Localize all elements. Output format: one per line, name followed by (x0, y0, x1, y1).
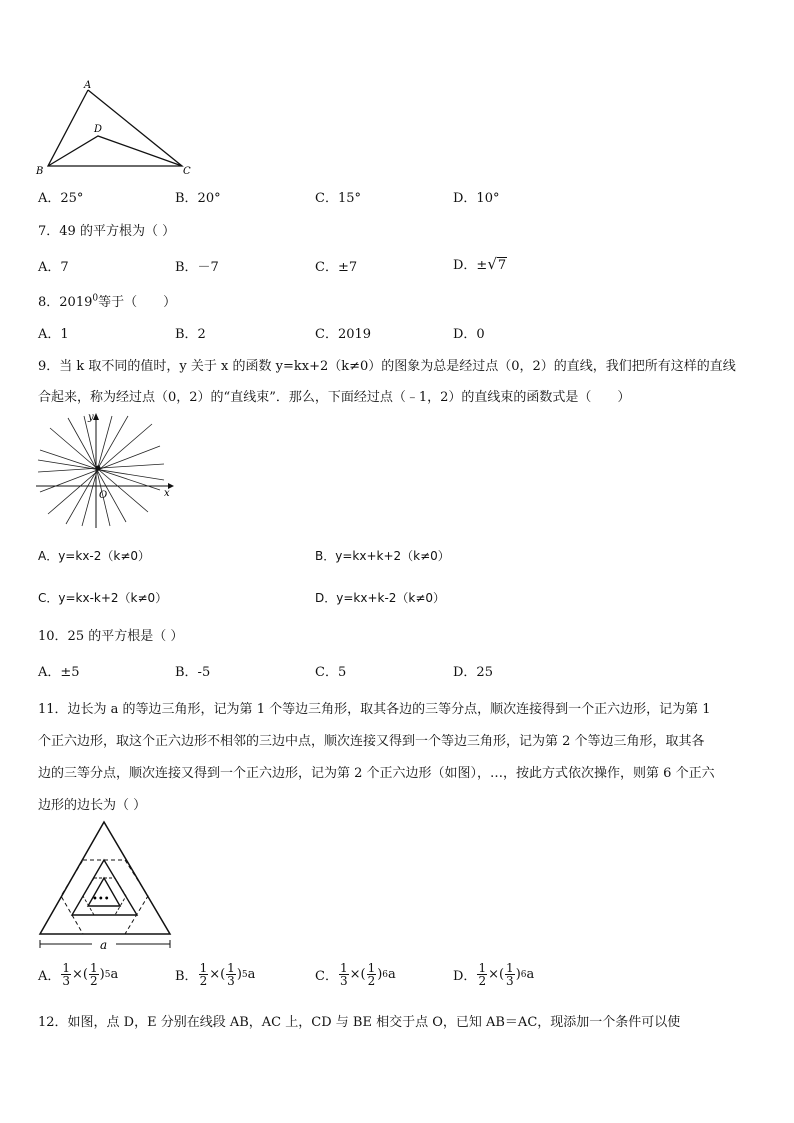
q10-option-c[interactable]: C．5 (315, 665, 347, 680)
x-axis-label: x (164, 488, 170, 499)
q9-stem-line2: 合起来，称为经过点（0，2）的“直线束”．那么，下面经过点（﹣1，2）的直线束的函数式是（ ） (38, 390, 631, 405)
fraction: $\frac{1}{2}$ (90, 961, 98, 988)
times-open: ×( (209, 967, 226, 982)
q7-option-d[interactable] (453, 254, 507, 273)
q6-option-b[interactable]: B．20° (175, 191, 221, 206)
option-letter: D． (453, 969, 477, 984)
var-a: a (388, 967, 396, 982)
q10-option-a[interactable]: A．±5 (38, 665, 80, 680)
q10-option-b[interactable]: B．-5 (175, 665, 211, 680)
q7-option-b[interactable]: B．－7 (175, 260, 219, 275)
fraction: $\frac{1}{3}$ (339, 961, 348, 988)
q8-option-c[interactable]: C．2019 (315, 327, 372, 342)
q10-option-d[interactable]: D．25 (453, 665, 493, 680)
q9-option-d[interactable]: D．y=kx+k-2（k≠0） (315, 591, 446, 605)
q8-stem-suffix: 等于（ ） (98, 295, 177, 310)
var-a: a (247, 967, 256, 982)
q6-option-d[interactable]: D．10° (453, 191, 500, 206)
option-letter: B． (175, 969, 198, 984)
label-b: B (36, 166, 44, 177)
fraction: $\frac{1}{3}$ (62, 961, 71, 988)
exponent: 6 (382, 969, 389, 980)
sqrt-symbol: √ (487, 255, 497, 273)
q7-option-c[interactable]: C．±7 (315, 260, 358, 275)
q6-option-c[interactable]: C．15° (315, 191, 361, 206)
fraction: $\frac{1}{2}$ (367, 961, 376, 988)
q8-option-d[interactable]: D．0 (453, 327, 485, 342)
q11-stem-line1: 11．边长为 a 的等边三角形，记为第 1 个等边三角形，取其各边的三等分点，顺次连接得到一个正六边形，记为第 1 (38, 702, 711, 717)
q6-option-a[interactable]: A．25° (38, 191, 84, 206)
q11-option-a[interactable] (38, 962, 118, 987)
q8-option-b[interactable]: B．2 (175, 327, 206, 342)
q12-stem-line1: 12．如图，点 D，E 分别在线段 AB，AC 上，CD 与 BE 相交于点 O，已知 AB＝AC，现添加一个条件可以使 (38, 1015, 681, 1030)
label-a: A (84, 80, 92, 91)
q10-stem: 10．25 的平方根是（ ） (38, 629, 184, 644)
label-d: D (94, 124, 103, 135)
q7-stem: 7．49 的平方根为（ ） (38, 224, 176, 239)
fraction: $\frac{1}{2}$ (478, 961, 487, 988)
paren-close: ) (99, 967, 105, 982)
q8-option-a[interactable]: A．1 (38, 327, 69, 342)
fraction: $\frac{1}{2}$ (199, 961, 208, 988)
paren-close: ) (515, 967, 521, 982)
q9-option-a[interactable]: A．y=kx-2（k≠0） (38, 549, 151, 563)
triangle-figure (34, 78, 204, 178)
option-letter: A． (38, 969, 61, 984)
exponent: 5 (104, 969, 111, 980)
nested-triangles-figure (36, 818, 176, 954)
q8-stem-prefix: 8．2019 (38, 295, 93, 310)
q11-stem-line3: 边的三等分点，顺次连接又得到一个正六边形，记为第 2 个正六边形（如图），…，按此方式依次操作，则第 6 个正六 (38, 766, 715, 781)
q11-option-d[interactable] (453, 962, 534, 987)
q8-stem-exponent: 0 (92, 293, 99, 304)
exponent: 5 (241, 969, 248, 980)
var-a: a (110, 967, 119, 982)
times-open: ×( (349, 967, 366, 982)
q9-option-b[interactable]: B．y=kx+k+2（k≠0） (315, 549, 450, 563)
q7-option-d-radicand: 7 (497, 258, 507, 273)
label-c: C (183, 166, 191, 177)
q11-stem-line2: 个正六边形，取这个正六边形不相邻的三边中点，顺次连接又得到一个等边三角形，记为第 2 个等边三角形，取其各 (38, 734, 705, 749)
exponent: 6 (520, 969, 527, 980)
origin-label: O (99, 490, 108, 501)
q9-option-c[interactable]: C．y=kx-k+2（k≠0） (38, 591, 168, 605)
fraction: $\frac{1}{3}$ (506, 961, 514, 988)
times-open: ×( (72, 967, 88, 982)
fraction: $\frac{1}{3}$ (227, 961, 235, 988)
option-letter: C． (315, 969, 338, 984)
side-length-label: a (100, 938, 108, 952)
paren-close: ) (377, 967, 383, 982)
times-open: ×( (488, 967, 505, 982)
paren-close: ) (236, 967, 242, 982)
line-bundle-figure (36, 410, 176, 528)
dots: ••• (92, 894, 110, 905)
q9-stem-line1: 9．当 k 取不同的值时，y 关于 x 的函数 y=kx+2（k≠0）的图象为总是经过点（0，2）的直线，我们把所有这样的直线 (38, 359, 736, 374)
q7-option-d-prefix: D．± (453, 258, 488, 273)
q7-option-a[interactable]: A．7 (38, 260, 69, 275)
y-axis-label: y (88, 412, 94, 423)
var-a: a (526, 967, 535, 982)
q8-stem (38, 291, 176, 310)
q11-option-c[interactable] (315, 962, 396, 987)
q11-option-b[interactable] (175, 962, 255, 987)
q11-stem-line4: 边形的边长为（ ） (38, 798, 147, 813)
